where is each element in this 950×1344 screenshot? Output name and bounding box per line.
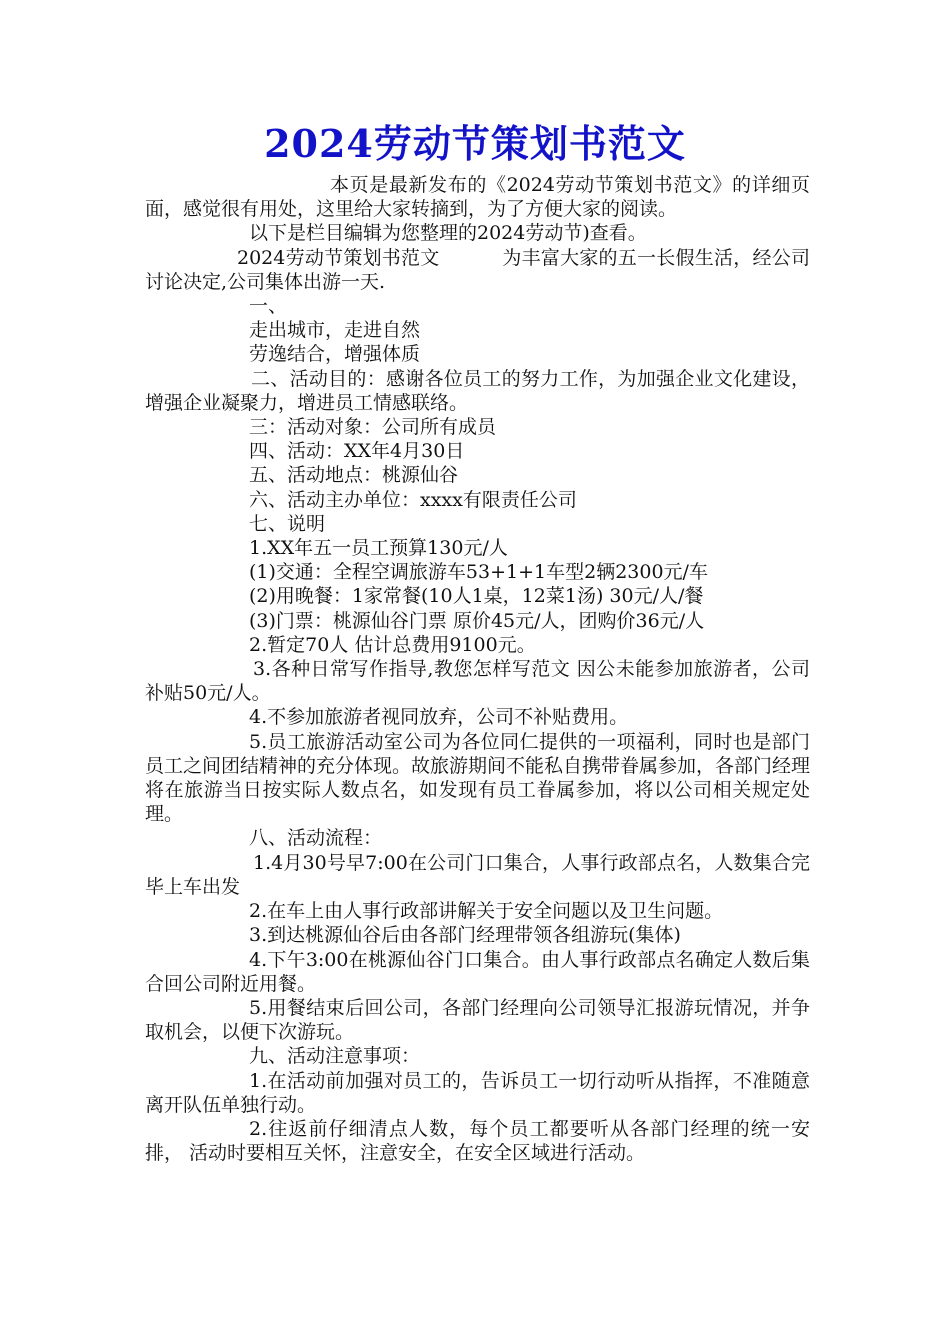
theme-line-1: 走出城市，走进自然 — [249, 319, 421, 342]
flow-step-2: 2.在车上由人事行政部讲解关于安全问题以及卫生问题。 — [249, 900, 724, 923]
section-date: 四、活动：XX年4月30日 — [249, 440, 465, 463]
section-location: 五、活动地点：桃源仙谷 — [249, 464, 459, 487]
section-flow-heading: 八、活动流程： — [249, 827, 383, 850]
welfare-paragraph: 5.员工旅游活动室公司为各位同仁提供的一项福利，同时也是部门员工之间团结精神的充分体现。故旅游期间不能私自携带眷属参加，各部门经理将在旅游当日按实际人数点名，如发现有员工眷属参加，将以公司相关规定处理。 — [145, 730, 811, 826]
document-body — [145, 173, 810, 1165]
flow-step-4: 4.下午3:00在桃源仙谷门口集合。由人事行政部点名确定人数后集合回公司附近用餐。 — [145, 948, 810, 995]
precaution-1: 1.在活动前加强对员工的，告诉员工一切行动听从指挥，不准随意离开队伍单独行动。 — [145, 1069, 810, 1116]
section-goal: 二、活动目的：感谢各位员工的努力工作，为加强企业文化建设，增强企业凝聚力，增进员工情感联络。 — [145, 367, 810, 414]
precaution-2: 2.往返前仔细清点人数，每个员工都要听从各部门经理的统一安排， 活动时要相互关怀，注意安全，在安全区域进行活动。 — [145, 1117, 810, 1165]
flow-step-1: 1.4月30号早7:00在公司门口集合，人事行政部点名，人数集合完毕上车出发 — [145, 851, 810, 898]
section-notes-heading: 七、说明 — [249, 512, 326, 535]
section-organizer: 六、活动主办单位：xxxx有限责任公司 — [249, 488, 577, 511]
flow-step-5: 5.用餐结束后回公司，各部门经理向公司领导汇报游玩情况，并争取机会，以便下次游玩。 — [145, 996, 810, 1044]
headcount-line: 2.暂定70人 估计总费用9100元。 — [249, 633, 536, 656]
document-title: 2024劳动节策划书范文 — [264, 121, 686, 166]
paragraph-intro: 本页是最新发布的《2024劳动节策划书范文》的详细页面，感觉很有用处，这里给大家转摘到，为了方便大家的阅读。 — [145, 174, 810, 221]
paragraph-editor-note: 以下是栏目编辑为您整理的2024劳动节)查看。 — [249, 222, 647, 245]
budget-line: 1.XX年五一员工预算130元/人 — [249, 537, 508, 560]
section-precautions-heading: 九、活动注意事项： — [249, 1045, 421, 1068]
flow-step-3: 3.到达桃源仙谷后由各部门经理带领各组游玩(集体) — [249, 924, 681, 947]
subsidy-line: 3.各种日常写作指导,教您怎样写范文 因公未能参加旅游者，公司补贴50元/人。 — [145, 658, 810, 705]
paragraph-purpose: 2024劳动节策划书范文 为丰富大家的五一长假生活，经公司讨论决定,公司集体出游一天. — [145, 246, 810, 293]
budget-transport: (1)交通：全程空调旅游车53+1+1车型2辆2300元/车 — [249, 561, 708, 584]
section-one-heading: 一、 — [249, 295, 288, 318]
no-subsidy-line: 4.不参加旅游者视同放弃，公司不补贴费用。 — [249, 706, 629, 729]
budget-dinner: (2)用晚餐：1家常餐(10人1桌，12菜1汤) 30元/人/餐 — [249, 585, 704, 608]
theme-line-2: 劳逸结合，增强体质 — [249, 343, 421, 366]
budget-tickets: (3)门票：桃源仙谷门票 原价45元/人，团购价36元/人 — [249, 609, 705, 632]
section-participants: 三：活动对象：公司所有成员 — [249, 416, 497, 439]
